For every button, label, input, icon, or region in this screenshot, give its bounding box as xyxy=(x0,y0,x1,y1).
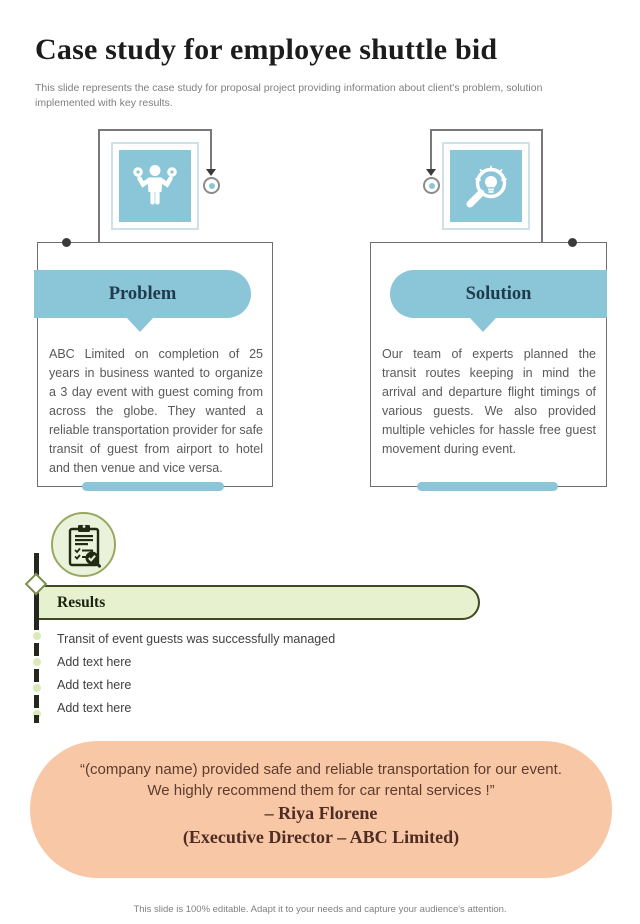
solution-banner-pointer xyxy=(470,318,496,332)
results-line-dash xyxy=(34,695,39,708)
solution-connector-dot xyxy=(429,183,435,189)
results-line-dash xyxy=(34,643,39,656)
solution-edge-dot xyxy=(568,238,577,247)
results-bullet-dot xyxy=(33,684,41,692)
problem-heading-banner xyxy=(34,270,251,318)
problem-frame-left-line xyxy=(98,129,100,243)
solution-icon-tile xyxy=(442,142,530,230)
solution-frame-right-line xyxy=(541,129,543,243)
results-line-dash xyxy=(34,669,39,682)
results-heading-banner xyxy=(39,585,480,620)
results-list-item: Transit of event guests was successfully managed xyxy=(57,632,336,646)
page-title: Case study for employee shuttle bid xyxy=(35,33,498,66)
results-list-item: Add text here xyxy=(57,655,132,669)
solution-heading-label: Solution xyxy=(465,283,532,304)
quote-line-2: We highly recommend them for car rental services !” xyxy=(147,782,495,799)
problem-connector-dot xyxy=(209,183,215,189)
problem-edge-dot xyxy=(62,238,71,247)
solution-arrow-down-icon xyxy=(426,169,436,176)
page-subtitle: This slide represents the case study for proposal project providing information about client's problem, solution implemented with key results. xyxy=(35,82,543,109)
problem-heading-label: Problem xyxy=(108,283,177,304)
solution-connector-circle-icon xyxy=(423,177,440,194)
results-heading-label: Results xyxy=(57,593,106,611)
solution-heading-banner xyxy=(390,270,607,318)
results-icon-circle xyxy=(51,512,116,577)
quote-attribution-role: (Executive Director – ABC Limited) xyxy=(182,827,460,847)
problem-arrow-down-icon xyxy=(206,169,216,176)
results-line-dash xyxy=(34,715,39,723)
results-list-item: Add text here xyxy=(57,701,132,715)
person-balancing-coins-icon xyxy=(119,150,191,222)
results-list-item: Add text here xyxy=(57,678,132,692)
solution-frame-top-line xyxy=(430,129,543,131)
results-bullet-dot xyxy=(33,658,41,666)
problem-frame-right-stub xyxy=(210,129,212,170)
problem-banner-pointer xyxy=(127,318,153,332)
solution-body-text: Our team of experts planned the transit routes keeping in mind the arrival and departure flight timings of various guests. We also provided multiple vehicles for hassle free guest movement during event. xyxy=(382,347,596,456)
results-bullet-dot xyxy=(33,632,41,640)
testimonial-quote-box xyxy=(30,741,612,878)
checklist-clipboard-icon xyxy=(64,522,104,568)
quote-attribution: – Riya Florene xyxy=(264,803,378,823)
footer-note: This slide is 100% editable. Adapt it to your needs and capture your audience's attention. xyxy=(133,904,507,915)
problem-connector-circle-icon xyxy=(203,177,220,194)
quote-line-1: “(company name) provided safe and reliable transportation for our event. xyxy=(80,761,562,778)
solution-frame-left-stub xyxy=(430,129,432,170)
problem-bottom-pill xyxy=(82,482,224,491)
problem-icon-tile xyxy=(111,142,199,230)
solution-bottom-pill xyxy=(417,482,558,491)
problem-frame-top-line xyxy=(98,129,212,131)
problem-body-text: ABC Limited on completion of 25 years in business wanted to organize a 3 day event with guest coming from across the globe. They wanted a reliable transportation provider for safe transit of guest from airport to hotel and then venue and vice versa. xyxy=(49,347,264,475)
magnifier-lightbulb-icon xyxy=(450,150,522,222)
